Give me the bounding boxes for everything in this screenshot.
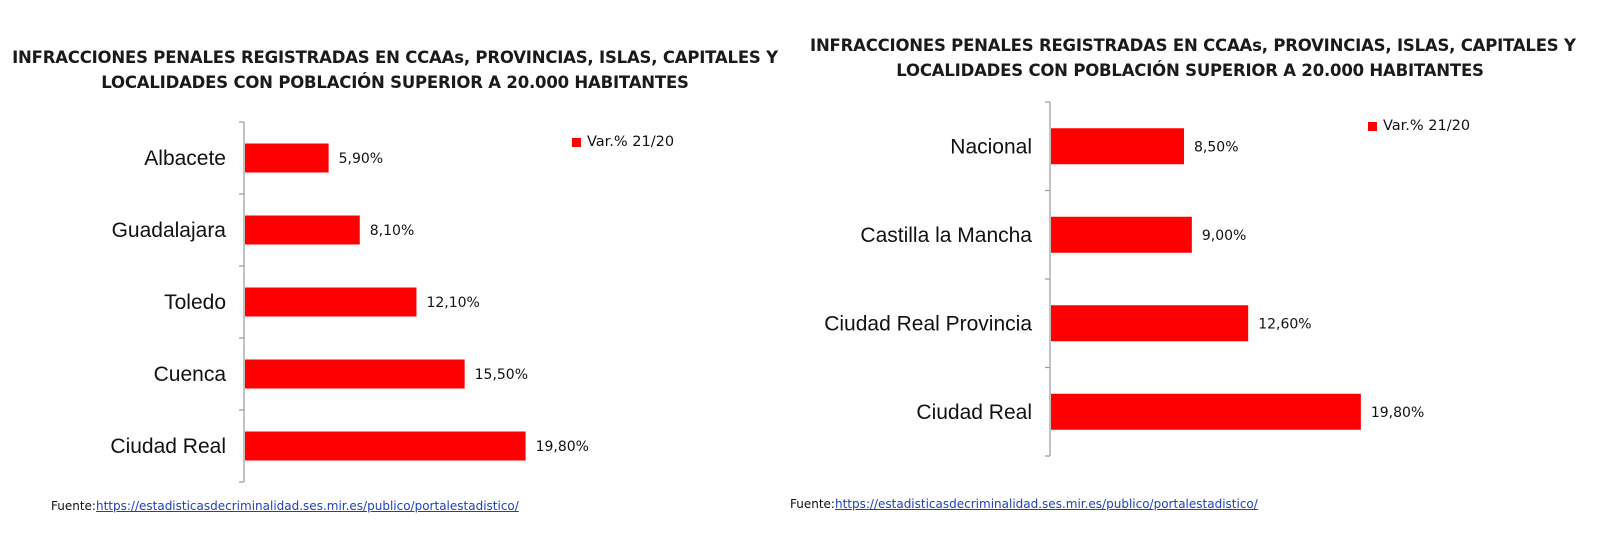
legend <box>572 134 674 150</box>
data-label: 12,10% <box>426 295 480 311</box>
source-prefix: Fuente: <box>51 499 96 513</box>
bar <box>245 432 526 461</box>
bar <box>245 144 329 173</box>
category-label: Toledo <box>164 291 226 314</box>
data-label: 19,80% <box>1370 404 1425 421</box>
chart-title-line-1: INFRACCIONES PENALES REGISTRADAS EN CCAAs, PROVINCIAS, ISLAS, CAPITALES Y <box>12 48 778 67</box>
category-label: Cuenca <box>153 363 226 386</box>
bar <box>245 360 465 389</box>
chart-panel-left <box>0 0 790 552</box>
data-label: 5,90% <box>338 151 384 167</box>
bar <box>1051 394 1361 430</box>
data-label: 19,80% <box>535 439 589 455</box>
legend-swatch <box>572 138 581 147</box>
bar <box>245 216 360 245</box>
data-label: 9,00% <box>1201 227 1247 244</box>
source-prefix: Fuente: <box>790 497 835 511</box>
chart-panel-right <box>790 0 1599 552</box>
bar-chart-left <box>0 0 790 552</box>
legend-swatch <box>1368 122 1377 131</box>
category-label: Castilla la Mancha <box>860 223 1032 247</box>
data-label: 15,50% <box>474 367 529 383</box>
category-label: Ciudad Real Provincia <box>824 312 1032 336</box>
legend-label: Var.% 21/20 <box>587 134 675 150</box>
category-label: Nacional <box>950 135 1032 159</box>
bar <box>245 288 416 317</box>
source-note <box>51 499 519 513</box>
source-link[interactable]: https://estadisticasdecriminalidad.ses.mir.es/publico/portalestadistico/ <box>95 499 519 513</box>
chart-title-line-2: LOCALIDADES CON POBLACIÓN SUPERIOR A 20.000 HABITANTES <box>101 73 689 92</box>
bar <box>1051 305 1248 341</box>
data-label: 8,10% <box>369 223 415 239</box>
category-label: Ciudad Real <box>110 435 226 458</box>
chart-title-line-1: INFRACCIONES PENALES REGISTRADAS EN CCAAs, PROVINCIAS, ISLAS, CAPITALES Y <box>810 36 1576 55</box>
chart-title-line-2: LOCALIDADES CON POBLACIÓN SUPERIOR A 20.000 HABITANTES <box>896 61 1484 80</box>
source-note <box>790 497 1258 511</box>
bar <box>1051 128 1184 164</box>
category-label: Albacete <box>144 147 226 170</box>
category-label: Guadalajara <box>111 219 226 242</box>
bar-chart-right <box>790 0 1599 552</box>
category-label: Ciudad Real <box>916 400 1032 424</box>
legend <box>1368 118 1470 134</box>
data-label: 8,50% <box>1194 139 1239 156</box>
legend-label: Var.% 21/20 <box>1383 118 1471 134</box>
source-link[interactable]: https://estadisticasdecriminalidad.ses.mir.es/publico/portalestadistico/ <box>834 497 1258 511</box>
data-label: 12,60% <box>1258 316 1312 333</box>
bar <box>1051 217 1192 253</box>
